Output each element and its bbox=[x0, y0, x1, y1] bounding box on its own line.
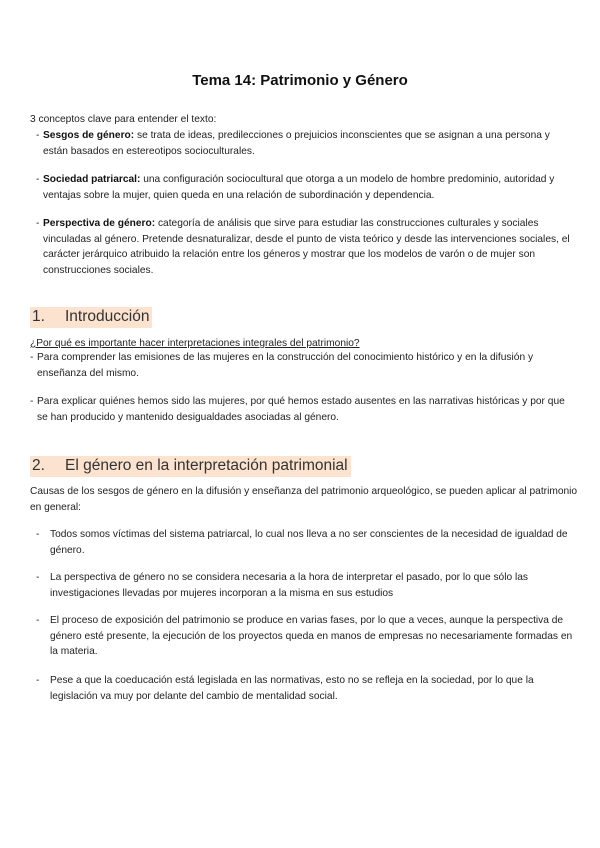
list-item-text: El proceso de exposición del patrimonio se produce en varias fases, por lo que a veces, aunque la perspectiva de género esté presente, la ejecución de los proyectos queda en manos de empresas no necesariamente formadas en la materia. bbox=[50, 615, 573, 657]
paragraph bbox=[30, 394, 578, 425]
section-number: 2. bbox=[32, 457, 45, 474]
list-item-text: Todos somos víctimas del sistema patriarcal, lo cual nos lleva a no ser conscientes de la necesidad de igualdad de género. bbox=[50, 529, 568, 556]
concept-term: Sesgos de género: bbox=[43, 130, 135, 141]
bullet-dash: - bbox=[36, 218, 40, 229]
section-title: El género en la interpretación patrimonial bbox=[65, 457, 348, 474]
paragraph-text: Para explicar quiénes hemos sido las mujeres, por qué hemos estado ausentes en las narrativas históricas y por que se han producido y mantenido desigualdades asociadas al género. bbox=[37, 396, 565, 423]
intro-text: 3 conceptos clave para entender el texto: bbox=[30, 114, 217, 125]
bullet-dash: - bbox=[36, 572, 40, 583]
section-heading-introduccion bbox=[30, 307, 152, 328]
list-item bbox=[36, 613, 576, 660]
section-question: ¿Por qué es importante hacer interpretaciones integrales del patrimonio? bbox=[30, 338, 360, 349]
section-number: 1. bbox=[32, 308, 45, 325]
bullet-dash: - bbox=[36, 615, 40, 626]
bullet-dash: - bbox=[30, 352, 34, 363]
paragraph bbox=[30, 350, 578, 381]
page-title: Tema 14: Patrimonio y Género bbox=[192, 72, 408, 89]
concept-term: Sociedad patriarcal: bbox=[43, 174, 141, 185]
list-item bbox=[36, 527, 576, 558]
list-item bbox=[36, 673, 576, 704]
section-lead: Causas de los sesgos de género en la difusión y enseñanza del patrimonio arqueológico, se pueden aplicar al patrimonio en general: bbox=[30, 486, 578, 513]
concept-item bbox=[36, 216, 570, 278]
bullet-dash: - bbox=[30, 396, 34, 407]
section-heading-genero bbox=[30, 456, 351, 477]
concept-definition: categoría de análisis que sirve para estudiar las construcciones culturales y sociales vinculadas al género. Pretende desnaturalizar, desde el punto de vista teórico y desde las intervenciones sociales, el carácter jerárquico atribuido la relación entre los géneros y mostrar que los modelos de varón o de mujer son construcciones sociales. bbox=[43, 218, 570, 276]
list-item-text: Pese a que la coeducación está legislada en las normativas, esto no se refleja en la sociedad, por lo que la legislación va muy por delante del cambio de mentalidad social. bbox=[50, 675, 534, 702]
concept-definition: se trata de ideas, predilecciones o prejuicios inconscientes que se asignan a una persona y están basados en estereotipos socioculturales. bbox=[43, 130, 550, 157]
list-item-text: La perspectiva de género no se considera necesaria a la hora de interpretar el pasado, por lo que sólo las investigaciones llevadas por mujeres incorporan a la misma en sus estudios bbox=[50, 572, 528, 599]
list-item bbox=[36, 570, 576, 601]
bullet-dash: - bbox=[36, 174, 40, 185]
bullet-dash: - bbox=[36, 675, 40, 686]
paragraph-text: Para comprender las emisiones de las mujeres en la construcción del conocimiento histórico y en la difusión y enseñanza del mismo. bbox=[37, 352, 534, 379]
concept-item bbox=[36, 128, 570, 159]
concept-term: Perspectiva de género: bbox=[43, 218, 156, 229]
concept-item bbox=[36, 172, 570, 203]
section-title: Introducción bbox=[65, 308, 150, 325]
bullet-dash: - bbox=[36, 130, 40, 141]
concept-definition: una configuración sociocultural que otorga a un modelo de hombre predominio, autoridad y ventajas sobre la mujer, quien queda en una relación de subordinación y dependencia. bbox=[43, 174, 555, 201]
bullet-dash: - bbox=[36, 529, 40, 540]
